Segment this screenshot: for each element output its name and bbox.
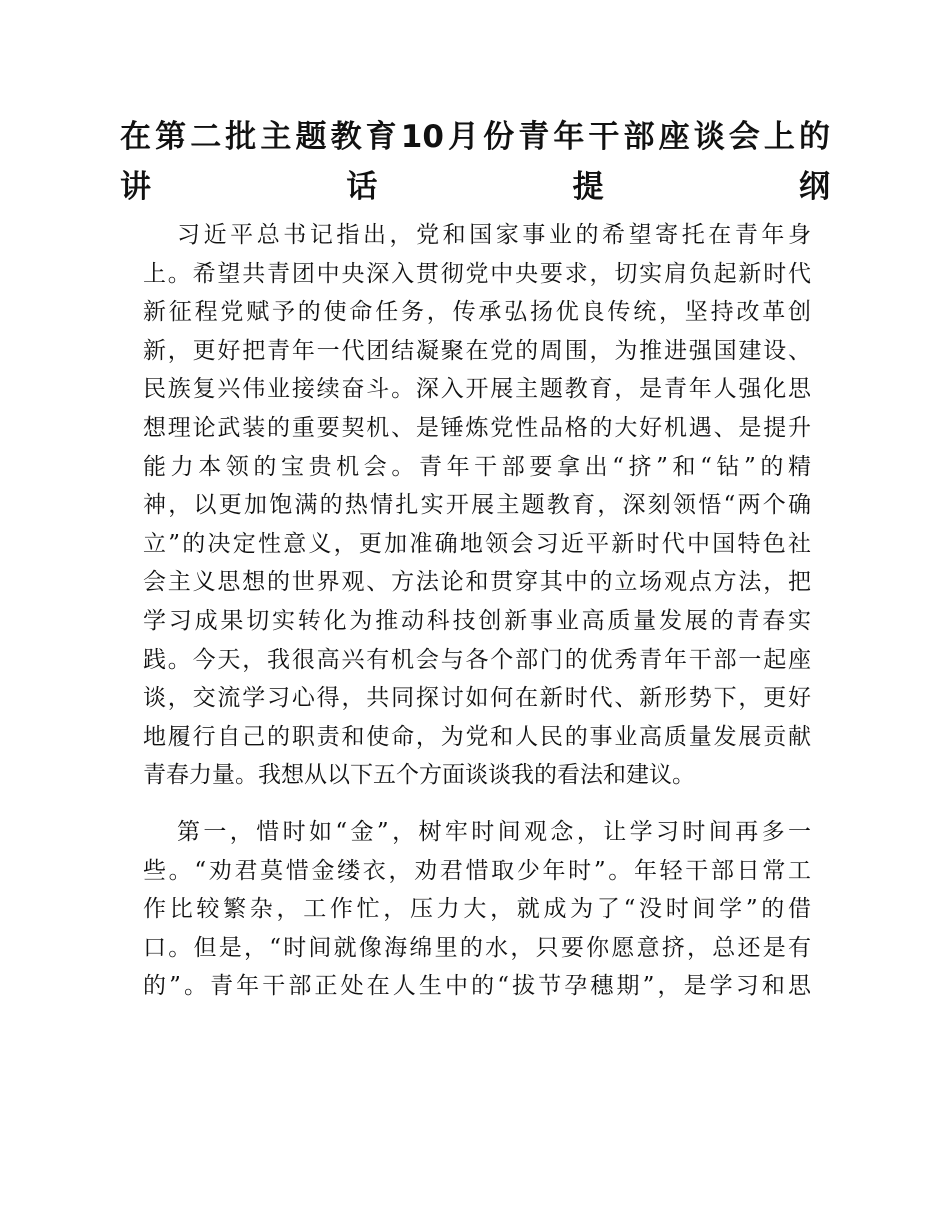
title-line-2: 讲话提纲 xyxy=(120,169,830,205)
text-line: 作比较繁杂，工作忙，压力大，就成为了“没时间学”的借 xyxy=(143,896,811,923)
text-line: 立”的决定性意义，更加准确地领会习近平新时代中国特色社 xyxy=(143,530,811,557)
text-line: 青春力量。我想从以下五个方面谈谈我的看法和建议。 xyxy=(143,762,695,789)
paragraph-2 xyxy=(143,813,811,1006)
text-line: 第一，惜时如“金”，树牢时间观念，让学习时间再多一 xyxy=(177,818,811,845)
text-line: 会主义思想的世界观、方法论和贯穿其中的立场观点方法，把 xyxy=(143,569,811,596)
text-line: 想理论武装的重要契机、是锤炼党性品格的大好机遇、是提升 xyxy=(143,414,811,441)
text-line: 学习成果切实转化为推动科技创新事业高质量发展的青春实 xyxy=(143,607,811,634)
text-line: 神，以更加饱满的热情扎实开展主题教育，深刻领悟“两个确 xyxy=(143,492,811,519)
text-line: 新，更好把青年一代团结凝聚在党的周围，为推进强国建设、 xyxy=(143,337,811,364)
document-title xyxy=(120,112,830,212)
text-line: 口。但是，“时间就像海绵里的水，只要你愿意挤，总还是有 xyxy=(143,934,811,961)
text-line: 谈，交流学习心得，共同探讨如何在新时代、新形势下，更好 xyxy=(143,685,811,712)
text-line: 践。今天，我很高兴有机会与各个部门的优秀青年干部一起座 xyxy=(143,646,811,673)
text-line: 些。“劝君莫惜金缕衣，劝君惜取少年时”。年轻干部日常工 xyxy=(143,857,811,884)
text-line: 的”。青年干部正处在人生中的“拔节孕穗期”，是学习和思 xyxy=(143,973,811,1000)
text-line: 上。希望共青团中央深入贯彻党中央要求，切实肩负起新时代 xyxy=(143,260,811,287)
paragraph-1 xyxy=(143,216,811,795)
text-line: 新征程党赋予的使命任务，传承弘扬优良传统，坚持改革创 xyxy=(143,299,811,326)
title-line-1: 在第二批主题教育10月份青年干部座谈会上的 xyxy=(120,119,830,155)
document-body xyxy=(143,216,811,1006)
text-line: 习近平总书记指出，党和国家事业的希望寄托在青年身 xyxy=(177,222,811,248)
text-line: 地履行自己的职责和使命，为党和人民的事业高质量发展贡献 xyxy=(143,723,811,750)
text-line: 民族复兴伟业接续奋斗。深入开展主题教育，是青年人强化思 xyxy=(143,376,811,403)
text-line: 能力本领的宝贵机会。青年干部要拿出“挤”和“钻”的精 xyxy=(143,453,811,480)
